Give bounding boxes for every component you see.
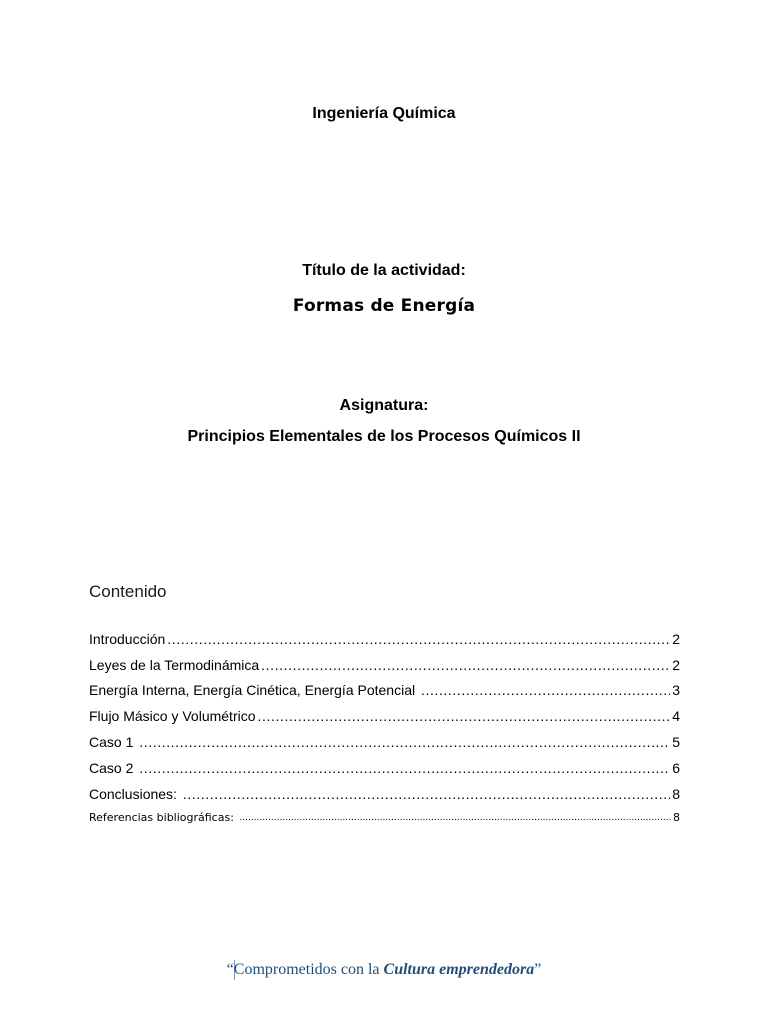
toc-entry-page: 4 (672, 708, 680, 725)
toc-leader-dots (183, 785, 670, 803)
toc-entry-page: 5 (672, 733, 680, 750)
toc-entry-leyes[interactable] (89, 648, 680, 674)
toc-leader-dots (421, 681, 670, 699)
toc-entry-title: Conclusiones: (89, 785, 181, 802)
table-of-contents (89, 622, 680, 827)
toc-heading: Contenido (89, 582, 167, 601)
toc-entry-conclusiones[interactable] (89, 777, 680, 803)
toc-entry-flujo[interactable] (89, 699, 680, 725)
toc-entry-title: Leyes de la Termodinámica (89, 656, 260, 673)
course-name: Principios Elementales de los Procesos Químicos II (187, 428, 581, 445)
footer-slogan-emphasis: Cultura emprendedora (383, 961, 535, 978)
toc-leader-dots (167, 630, 670, 648)
toc-leader-dots (239, 809, 671, 827)
toc-entry-page: 2 (672, 656, 680, 673)
toc-entry-introduccion[interactable] (89, 622, 680, 648)
toc-entry-title: Introducción (89, 630, 166, 647)
toc-entry-title: Energía Interna, Energía Cinética, Energía Potencial (89, 682, 419, 699)
toc-entry-page: 6 (672, 759, 680, 776)
toc-entry-page: 8 (672, 785, 680, 802)
toc-entry-caso-2[interactable] (89, 751, 680, 777)
toc-leader-dots (139, 759, 670, 777)
toc-entry-page: 8 (673, 810, 680, 824)
toc-leader-dots (258, 707, 671, 725)
toc-entry-page: 2 (672, 630, 680, 647)
toc-entry-referencias[interactable] (89, 803, 680, 827)
footer-slogan-open: “Comprometidos con la (226, 961, 384, 978)
activity-title: Formas de Energía (292, 296, 476, 316)
toc-entry-page: 3 (672, 682, 680, 699)
toc-entry-title: Flujo Másico y Volumétrico (89, 708, 256, 725)
footer-slogan-close: ” (534, 961, 542, 978)
course-label: Asignatura: (339, 397, 429, 414)
faculty-title: Ingeniería Química (312, 105, 456, 122)
footer-slogan (226, 960, 542, 980)
toc-entry-title: Referencias bibliográficas: (89, 810, 238, 824)
toc-entry-title: Caso 1 (89, 733, 138, 750)
activity-label: Título de la actividad: (302, 262, 466, 279)
toc-entry-caso-1[interactable] (89, 725, 680, 751)
toc-leader-dots (261, 656, 670, 674)
toc-entry-energia[interactable] (89, 674, 680, 700)
toc-entry-title: Caso 2 (89, 759, 138, 776)
toc-leader-dots (139, 733, 670, 751)
